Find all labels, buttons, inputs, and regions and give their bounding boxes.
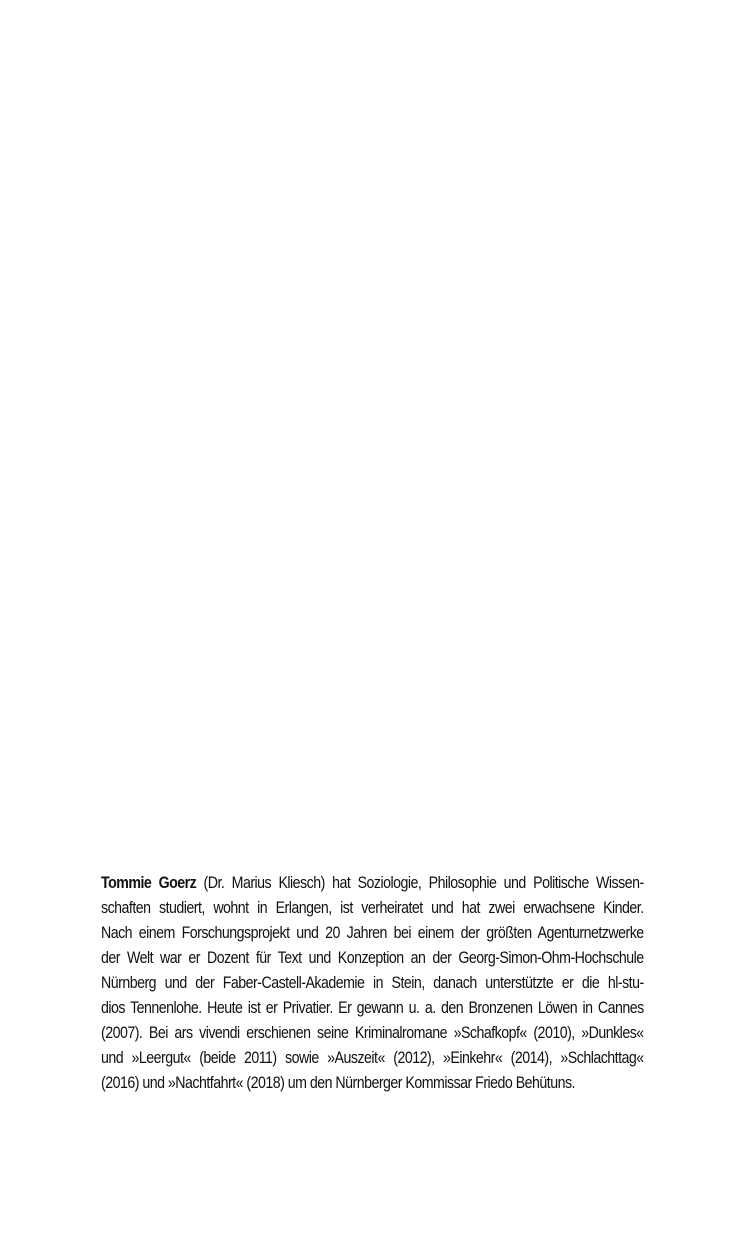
bio-line-8: und »Leergut« (beide 2011) sowie »Auszeit« (2012), »Einkehr« (2014), »Schlachttag«: [101, 1049, 644, 1067]
author-name: Tommie Goerz: [101, 874, 197, 892]
bio-line-7: (2007). Bei ars vivendi erschienen seine Kriminalromane »Schafkopf« (2010), »Dunkles«: [101, 1024, 644, 1042]
bio-line-6: dios Tennenlohe. Heute ist er Privatier. Er gewann u. a. den Bronzenen Löwen in Cannes: [101, 999, 644, 1017]
bio-line-4: der Welt war er Dozent für Text und Konzeption an der Georg-Simon-Ohm-Hochschule: [101, 949, 644, 967]
bio-line-3: Nach einem Forschungsprojekt und 20 Jahren bei einem der größten Agenturnetzwerke: [101, 924, 644, 942]
bio-line-2: schaften studiert, wohnt in Erlangen, ist verheiratet und hat zwei erwachsene Kinder.: [101, 899, 644, 917]
bio-line-1-text: (Dr. Marius Kliesch) hat Soziologie, Philosophie und Politische Wissen-: [196, 874, 644, 892]
author-biography: [101, 871, 644, 1096]
bio-line-9: (2016) und »Nachtfahrt« (2018) um den Nürnberger Kommissar Friedo Behütuns.: [101, 1074, 575, 1092]
bio-line-5: Nürnberg und der Faber-Castell-Akademie in Stein, danach unterstützte er die hl-stu-: [101, 974, 644, 992]
bio-line-1: [101, 871, 644, 896]
